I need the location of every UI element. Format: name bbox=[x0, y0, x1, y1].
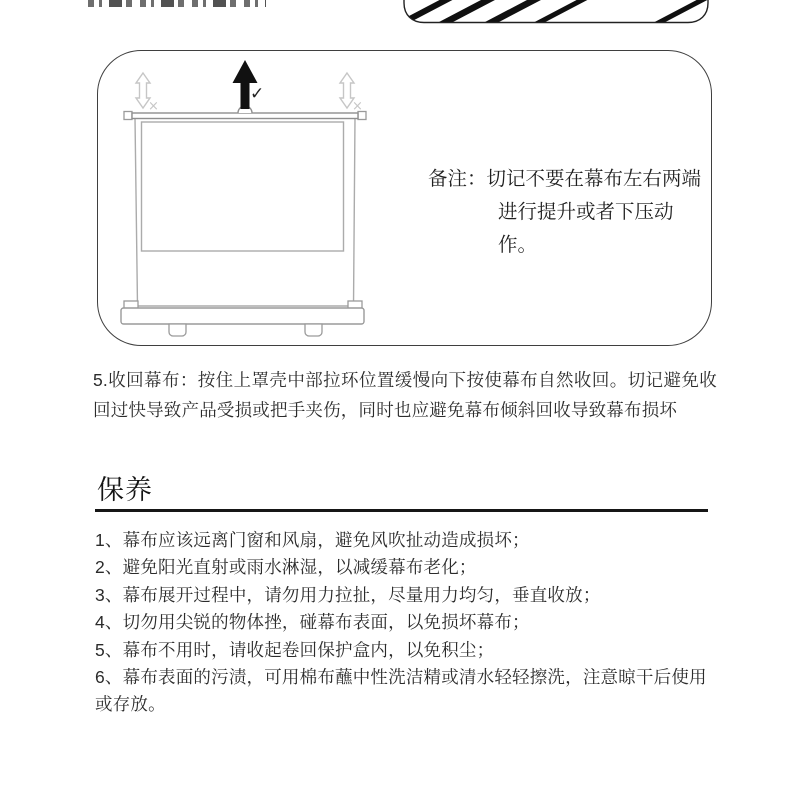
care-list-item-6: 6、幕布表面的污渍，可用棉布蘸中性洗洁精或清水轻轻擦洗，注意晾干后使用或存放。 bbox=[95, 667, 707, 715]
step5-paragraph: 5.收回幕布：按住上罩壳中部拉环位置缓慢向下按使幕布自然收回。切记避免收回过快导致产品受损或把手夹伤，同时也应避免幕布倾斜回收导致幕布损坏 bbox=[93, 370, 717, 420]
note-line-1 bbox=[428, 163, 711, 196]
note-box bbox=[97, 50, 712, 346]
care-list-item-2: 2、避免阳光直射或雨水淋湿，以减缓幕布老化； bbox=[95, 557, 477, 578]
base-housing bbox=[121, 308, 364, 324]
care-section-title: 保养 bbox=[97, 475, 153, 505]
note-text bbox=[428, 163, 711, 262]
care-list-item-3: 3、幕布展开过程中，请勿用力拉扯，尽量用力均匀，垂直收放； bbox=[95, 584, 601, 605]
base-foot-left bbox=[169, 324, 186, 336]
section-divider bbox=[95, 509, 708, 512]
striped-capsule-graphic bbox=[403, 0, 709, 26]
care-list-item-5: 5、幕布不用时，请收起卷回保护盒内，以免积尘； bbox=[95, 639, 495, 660]
care-list-item-1: 1、幕布应该远离门窗和风扇，避免风吹扯动造成损坏； bbox=[95, 530, 530, 550]
care-list bbox=[95, 527, 722, 719]
note-label: 备注： bbox=[428, 168, 487, 190]
cross-icon-right: × bbox=[352, 99, 363, 114]
note-line1-text: 切记不要在幕布左右两端 bbox=[486, 168, 702, 190]
note-line-2: 进行提升或者下压动作。 bbox=[498, 201, 674, 256]
care-list-item-4: 4、切勿用尖锐的物体挫，碰幕布表面，以免损坏幕布； bbox=[95, 612, 530, 633]
check-icon: ✓ bbox=[250, 84, 265, 104]
cross-icon-left: × bbox=[148, 99, 159, 114]
bar-end-cap-left bbox=[124, 112, 132, 120]
top-bar bbox=[132, 113, 358, 119]
screen-viewing-area bbox=[142, 122, 344, 251]
base-foot-right bbox=[305, 324, 322, 336]
screen-lift-diagram bbox=[98, 51, 398, 346]
clipped-text-fragment bbox=[88, 0, 266, 7]
